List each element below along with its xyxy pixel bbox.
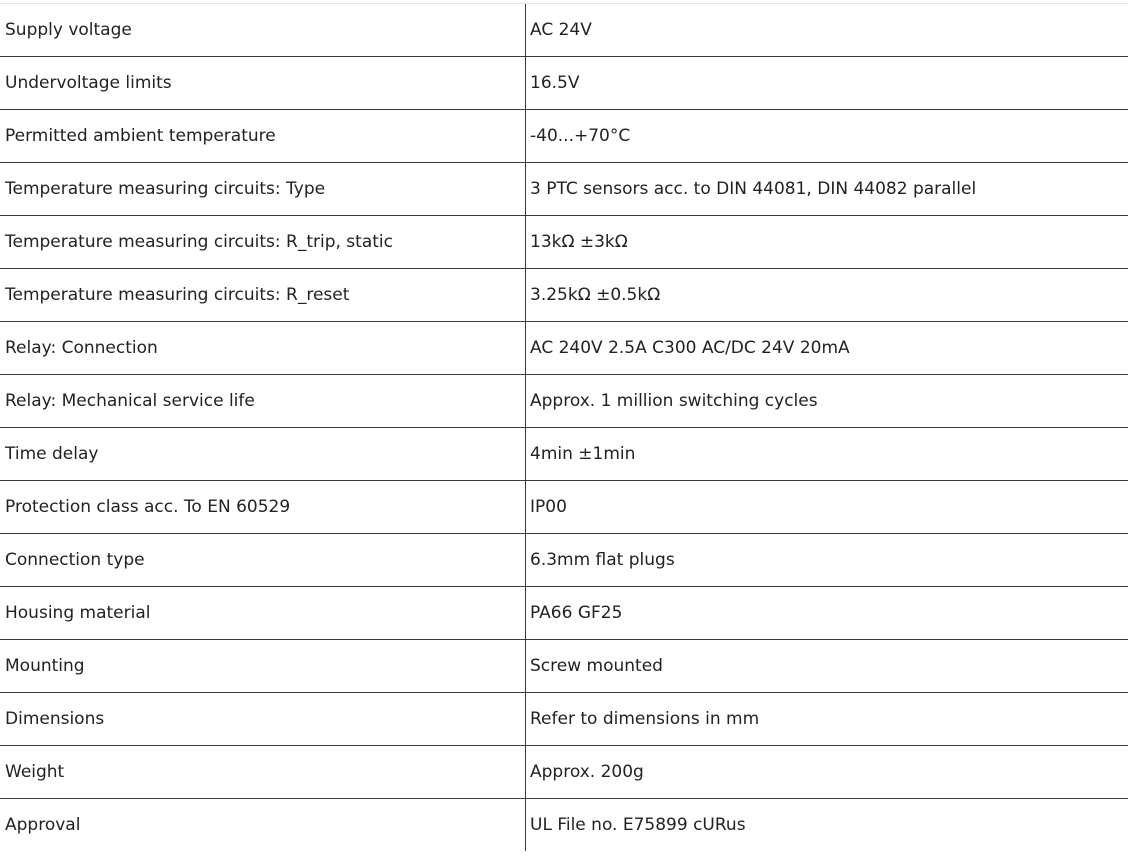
table-row <box>0 216 1128 269</box>
spec-label: Weight <box>0 746 526 799</box>
spec-label: Relay: Connection <box>0 322 526 375</box>
spec-label: Temperature measuring circuits: R_reset <box>0 269 526 322</box>
spec-label: Housing material <box>0 587 526 640</box>
spec-value: 13kΩ ±3kΩ <box>526 216 1128 269</box>
table-row <box>0 534 1128 587</box>
table-row <box>0 746 1128 799</box>
table-row <box>0 481 1128 534</box>
spec-label: Relay: Mechanical service life <box>0 375 526 428</box>
table-row <box>0 640 1128 693</box>
spec-value: Approx. 200g <box>526 746 1128 799</box>
spec-value: 3.25kΩ ±0.5kΩ <box>526 269 1128 322</box>
specifications-table <box>0 4 1128 851</box>
spec-value: AC 24V <box>526 4 1128 57</box>
specifications-table-body <box>0 4 1128 851</box>
spec-label: Undervoltage limits <box>0 57 526 110</box>
spec-label: Mounting <box>0 640 526 693</box>
spec-label: Supply voltage <box>0 4 526 57</box>
spec-label: Approval <box>0 799 526 852</box>
spec-value: 4min ±1min <box>526 428 1128 481</box>
table-row <box>0 799 1128 852</box>
table-row <box>0 163 1128 216</box>
table-row <box>0 322 1128 375</box>
spec-value: 16.5V <box>526 57 1128 110</box>
table-row <box>0 4 1128 57</box>
spec-label: Permitted ambient temperature <box>0 110 526 163</box>
spec-value: Approx. 1 million switching cycles <box>526 375 1128 428</box>
spec-label: Temperature measuring circuits: R_trip, static <box>0 216 526 269</box>
spec-value: -40...+70°C <box>526 110 1128 163</box>
spec-value: UL File no. E75899 cURus <box>530 815 746 835</box>
spec-value: Refer to dimensions in mm <box>526 693 1128 746</box>
spec-label: Time delay <box>0 428 526 481</box>
spec-value: Screw mounted <box>526 640 1128 693</box>
spec-label: Protection class acc. To EN 60529 <box>0 481 526 534</box>
table-row <box>0 428 1128 481</box>
table-row <box>0 693 1128 746</box>
spec-value: IP00 <box>526 481 1128 534</box>
spec-label: Temperature measuring circuits: Type <box>0 163 526 216</box>
spec-value: PA66 GF25 <box>526 587 1128 640</box>
table-row <box>0 375 1128 428</box>
spec-value: 3 PTC sensors acc. to DIN 44081, DIN 44082 parallel <box>526 163 1128 216</box>
table-row <box>0 587 1128 640</box>
table-row <box>0 57 1128 110</box>
table-row <box>0 110 1128 163</box>
table-row <box>0 269 1128 322</box>
spec-label: Dimensions <box>0 693 526 746</box>
spec-label: Connection type <box>0 534 526 587</box>
spec-value: AC 240V 2.5A C300 AC/DC 24V 20mA <box>526 322 1128 375</box>
spec-value: 6.3mm flat plugs <box>526 534 1128 587</box>
